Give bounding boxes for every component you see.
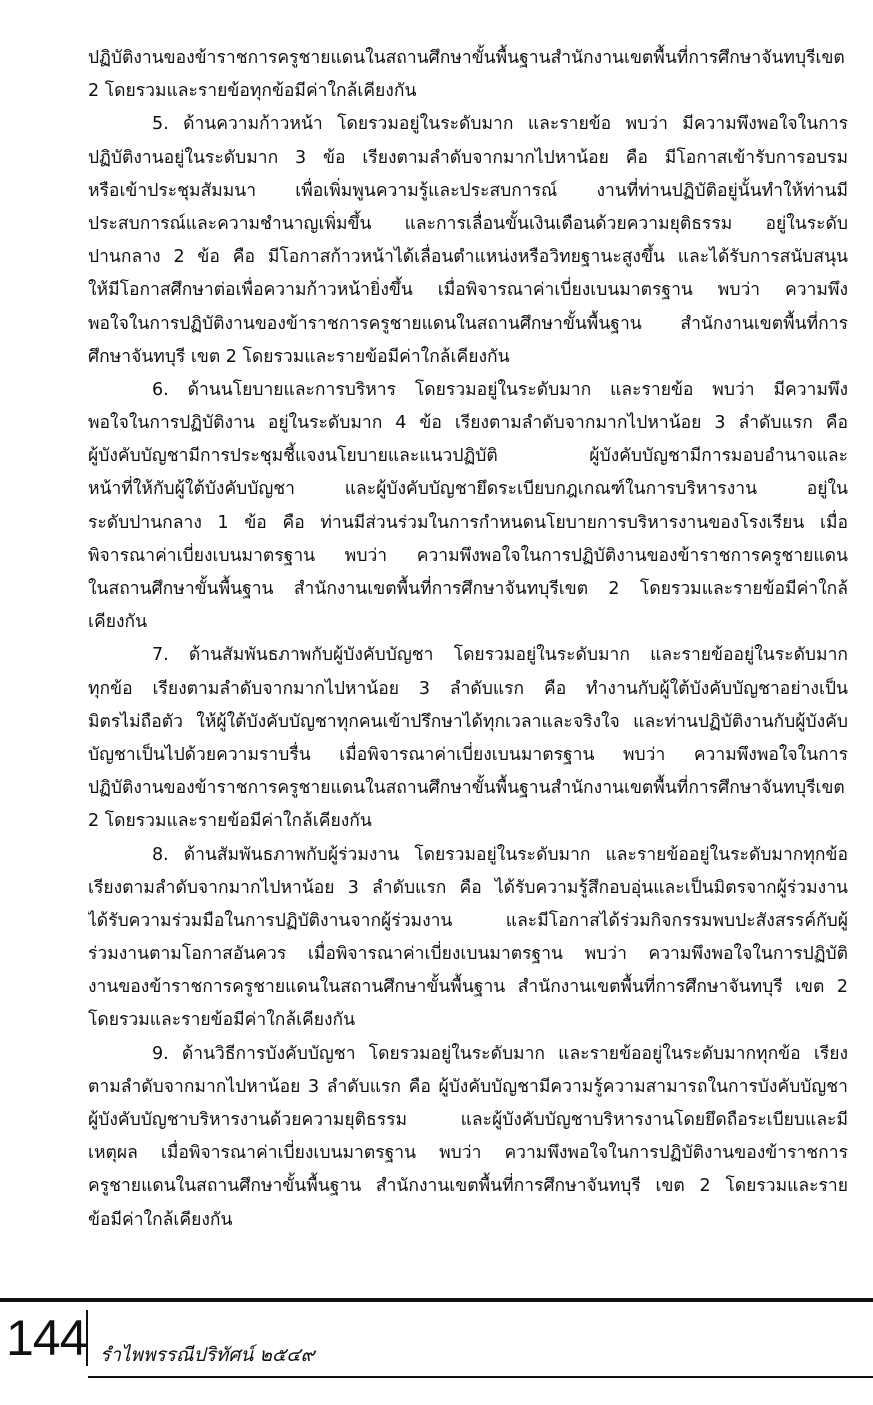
text-line: ผู้บังคับบัญชาบริหารงานด้วยความยุติธรรม และผู้บังคับบัญชาบริหารงานโดยยึดถือระเบียบและมี (88, 1110, 848, 1130)
text-line: 5. ด้านความก้าวหน้า โดยรวมอยู่ในระดับมาก และรายข้อ พบว่า มีความพึงพอใจในการ (152, 114, 848, 135)
text-line: ประสบการณ์และความชำนาญเพิ่มขึ้น และการเลื่อนขั้นเงินเดือนด้วยความยุติธรรม อยู่ในระดับ (88, 213, 848, 234)
text-line: 6. ด้านนโยบายและการบริหาร โดยรวมอยู่ในระดับมาก และรายข้อ พบว่า มีความพึง (152, 379, 848, 400)
text-line: ครูชายแดนในสถานศึกษาขั้นพื้นฐาน สำนักงานเขตพื้นที่การศึกษาจันทบุรี เขต 2 โดยรวมและราย (88, 1176, 848, 1197)
text-line: 2 โดยรวมและรายข้อทุกข้อมีค่าใกล้เคียงกัน (88, 81, 417, 102)
text-line: ได้รับความร่วมมือในการปฏิบัติงานจากผู้ร่วมงาน และมีโอกาสได้ร่วมกิจกรรมพบปะสังสรรค์กับผู้ (88, 910, 848, 931)
text-line: ผู้บังคับบัญชามีการประชุมชี้แจงนโยบายและแนวปฏิบัติ ผู้บังคับบัญชามีการมอบอำนาจและ (88, 446, 848, 467)
footer-top-rule (0, 1298, 873, 1302)
text-line: พอใจในการปฏิบัติงาน อยู่ในระดับมาก 4 ข้อ เรียงตามลำดับจากมากไปหาน้อย 3 ลำดับแรก คือ (88, 413, 848, 434)
text-line: หน้าที่ให้กับผู้ใต้บังคับบัญชา และผู้บังคับบัญชายึดระเบียบกฎเกณฑ์ในการบริหารงาน อยู่ใน (88, 479, 848, 500)
text-line: โดยรวมและรายข้อมีค่าใกล้เคียงกัน (88, 1010, 356, 1031)
text-line: เหตุผล เมื่อพิจารณาค่าเบี่ยงเบนมาตรฐาน พบว่า ความพึงพอใจในการปฏิบัติงานของข้าราชการ (88, 1143, 848, 1164)
text-line: ปานกลาง 2 ข้อ คือ มีโอกาสก้าวหน้าได้เลื่อนตำแหน่งหรือวิทยฐานะสูงขึ้น และได้รับการสนับสนุน (88, 247, 848, 268)
page-number: 144 (6, 1310, 87, 1366)
paragraph-5-progress (88, 108, 848, 374)
text-line: 7. ด้านสัมพันธภาพกับผู้บังคับบัญชา โดยรวมอยู่ในระดับมาก และรายข้ออยู่ในระดับมาก (152, 645, 848, 666)
paragraph-8-colleague-relations (88, 839, 848, 1038)
text-line: พิจารณาค่าเบี่ยงเบนมาตรฐาน พบว่า ความพึงพอใจในการปฏิบัติงานของข้าราชการครูชายแดน (88, 545, 848, 566)
text-line: บัญชาเป็นไปด้วยความราบรื่น เมื่อพิจารณาค่าเบี่ยงเบนมาตรฐาน พบว่า ความพึงพอใจในการ (88, 744, 848, 765)
text-line: ตามลำดับจากมากไปหาน้อย 3 ลำดับแรก คือ ผู้บังคับบัญชามีความรู้ความสามารถในการบังคับบัญชา (88, 1076, 848, 1097)
text-line: เคียงกัน (88, 612, 148, 633)
text-line: ร่วมงานตามโอกาสอันควร เมื่อพิจารณาค่าเบี่ยงเบนมาตรฐาน พบว่า ความพึงพอใจในการปฏิบัติ (88, 944, 848, 965)
text-line: ทุกข้อ เรียงตามลำดับจากมากไปหาน้อย 3 ลำดับแรก คือ ทำงานกับผู้ใต้บังคับบัญชาอย่างเป็น (88, 678, 848, 699)
text-line: ปฏิบัติงานของข้าราชการครูชายแดนในสถานศึกษาขั้นพื้นฐานสำนักงานเขตพื้นที่การศึกษาจันทบุรีเขต (88, 778, 845, 799)
text-line: มิตรไม่ถือตัว ให้ผู้ใต้บังคับบัญชาทุกคนเข้าปรึกษาได้ทุกเวลาและจริงใจ และท่านปฏิบัติงานกับผู้บังคับ (88, 711, 848, 732)
text-line: เรียงตามลำดับจากมากไปหาน้อย 3 ลำดับแรก คือ ได้รับความรู้สึกอบอุ่นและเป็นมิตรจากผู้ร่วมงาน (88, 877, 848, 898)
text-line: ในสถานศึกษาขั้นพื้นฐาน สำนักงานเขตพื้นที่การศึกษาจันทบุรีเขต 2 โดยรวมและรายข้อมีค่าใกล้ (88, 579, 848, 599)
text-line: 9. ด้านวิธีการบังคับบัญชา โดยรวมอยู่ในระดับมาก และรายข้ออยู่ในระดับมากทุกข้อ เรียง (152, 1043, 848, 1064)
text-line: 8. ด้านสัมพันธภาพกับผู้ร่วมงาน โดยรวมอยู่ในระดับมาก และรายข้ออยู่ในระดับมากทุกข้อ (152, 844, 848, 865)
footer-bottom-rule (88, 1376, 873, 1378)
text-line: งานของข้าราชการครูชายแดนในสถานศึกษาขั้นพื้นฐาน สำนักงานเขตพื้นที่การศึกษาจันทบุรี เขต 2 (88, 977, 848, 998)
text-line: ระดับปานกลาง 1 ข้อ คือ ท่านมีส่วนร่วมในการกำหนดนโยบายการบริหารงานของโรงเรียน เมื่อ (88, 512, 848, 533)
text-line: ปฏิบัติงานของข้าราชการครูชายแดนในสถานศึกษาขั้นพื้นฐานสำนักงานเขตพื้นที่การศึกษาจันทบุรีเขต (88, 48, 845, 68)
text-line: ปฏิบัติงานอยู่ในระดับมาก 3 ข้อ เรียงตามลำดับจากมากไปหาน้อย คือ มีโอกาสเข้ารับการอบรม (88, 147, 848, 168)
page-body (88, 42, 848, 1237)
paragraph-9-command-methods (88, 1038, 848, 1237)
journal-title: รำไพพรรณีปริทัศน์ ๒๕๔๙ (100, 1344, 315, 1366)
paragraph-6-policy (88, 374, 848, 640)
text-line: พอใจในการปฏิบัติงานของข้าราชการครูชายแดนในสถานศึกษาขั้นพื้นฐาน สำนักงานเขตพื้นที่การ (88, 313, 848, 334)
text-line: หรือเข้าประชุมสัมมนา เพื่อเพิ่มพูนความรู้และประสบการณ์ งานที่ท่านปฏิบัติอยู่นั้นทำให้ท่านมี (88, 180, 848, 201)
text-line: ให้มีโอกาสศึกษาต่อเพื่อความก้าวหน้ายิ่งขึ้น เมื่อพิจารณาค่าเบี่ยงเบนมาตรฐาน พบว่า ความพึง (88, 280, 848, 301)
text-line: ศึกษาจันทบุรี เขต 2 โดยรวมและรายข้อมีค่าใกล้เคียงกัน (88, 346, 510, 367)
paragraph-continued (88, 42, 848, 108)
text-line: 2 โดยรวมและรายข้อมีค่าใกล้เคียงกัน (88, 811, 372, 832)
text-line: ข้อมีค่าใกล้เคียงกัน (88, 1209, 233, 1230)
paragraph-7-supervisor-relations (88, 639, 848, 838)
